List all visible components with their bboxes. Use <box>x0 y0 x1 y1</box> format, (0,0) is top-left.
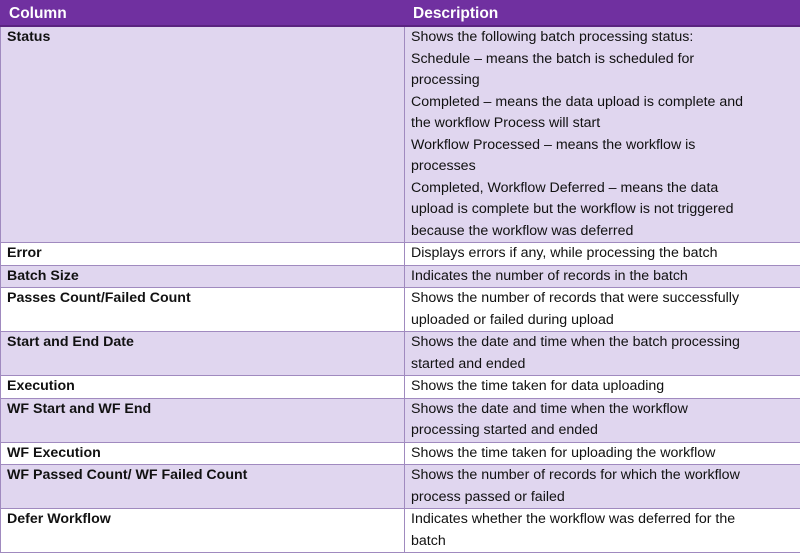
table-row <box>1 509 800 553</box>
description-line: the workflow Process will start <box>411 113 792 135</box>
table-row <box>1 465 800 509</box>
description-line: Indicates whether the workflow was deferred for the <box>411 509 792 531</box>
row-column-name: Defer Workflow <box>1 509 405 553</box>
table-row <box>1 288 800 332</box>
row-column-name: WF Start and WF End <box>1 398 405 442</box>
table-row <box>1 398 800 442</box>
row-description <box>405 332 800 376</box>
description-line: Shows the time taken for data uploading <box>411 376 792 398</box>
description-line: Schedule – means the batch is scheduled for <box>411 49 792 71</box>
description-line: Shows the date and time when the workflow <box>411 399 792 421</box>
row-description <box>405 26 800 243</box>
description-line: Indicates the number of records in the batch <box>411 266 792 288</box>
row-column-name: Batch Size <box>1 265 405 288</box>
description-line: Shows the following batch processing status: <box>411 27 792 49</box>
row-description <box>405 288 800 332</box>
row-column-name: Error <box>1 243 405 266</box>
row-column-name: WF Execution <box>1 442 405 465</box>
row-description <box>405 243 800 266</box>
description-line: Displays errors if any, while processing the batch <box>411 243 792 265</box>
row-description <box>405 465 800 509</box>
row-column-name: Status <box>1 26 405 243</box>
table-row <box>1 376 800 399</box>
table-row <box>1 265 800 288</box>
table-row <box>1 243 800 266</box>
description-line: process passed or failed <box>411 487 792 509</box>
description-line: because the workflow was deferred <box>411 221 792 243</box>
description-line: Workflow Processed – means the workflow is <box>411 135 792 157</box>
table-row <box>1 332 800 376</box>
description-line: Completed, Workflow Deferred – means the data <box>411 178 792 200</box>
description-line: Completed – means the data upload is complete and <box>411 92 792 114</box>
table-header-row <box>1 1 800 27</box>
row-description <box>405 265 800 288</box>
description-line: upload is complete but the workflow is not triggered <box>411 199 792 221</box>
table-row <box>1 442 800 465</box>
description-line: processing <box>411 70 792 92</box>
table-row <box>1 26 800 243</box>
description-line: Shows the number of records that were successfully <box>411 288 792 310</box>
description-line: started and ended <box>411 354 792 376</box>
column-header: Column <box>1 1 405 27</box>
description-line: processes <box>411 156 792 178</box>
description-header: Description <box>405 1 800 27</box>
description-line: Shows the time taken for uploading the workflow <box>411 443 792 465</box>
row-column-name: WF Passed Count/ WF Failed Count <box>1 465 405 509</box>
description-line: Shows the number of records for which the workflow <box>411 465 792 487</box>
description-line: batch <box>411 531 792 553</box>
row-column-name: Passes Count/Failed Count <box>1 288 405 332</box>
row-description <box>405 398 800 442</box>
description-line: uploaded or failed during upload <box>411 310 792 332</box>
description-line: Shows the date and time when the batch processing <box>411 332 792 354</box>
row-description <box>405 442 800 465</box>
row-column-name: Start and End Date <box>1 332 405 376</box>
table-body <box>1 26 800 553</box>
description-line: processing started and ended <box>411 420 792 442</box>
row-description <box>405 509 800 553</box>
row-description <box>405 376 800 399</box>
row-column-name: Execution <box>1 376 405 399</box>
